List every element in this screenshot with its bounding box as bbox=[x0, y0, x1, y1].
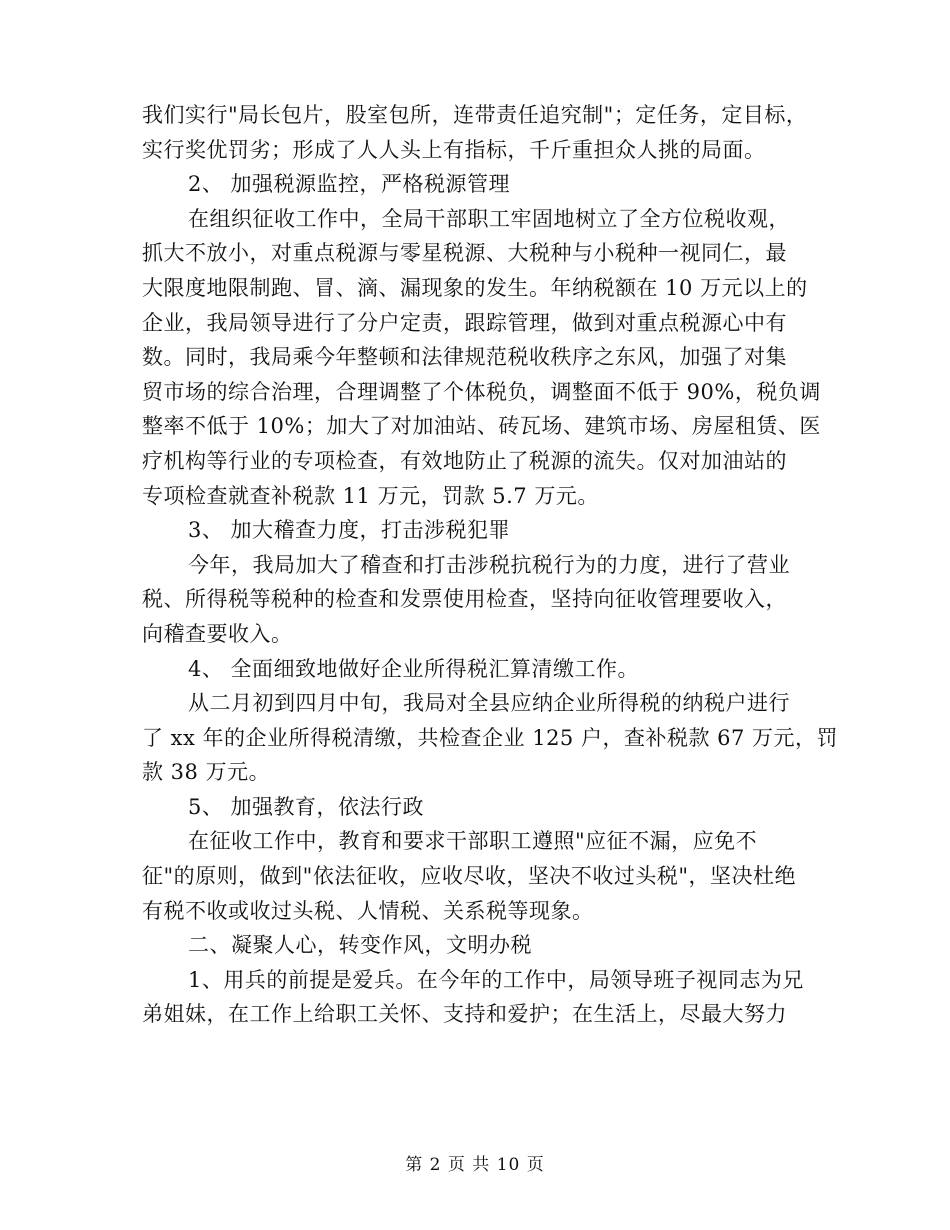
text-line: 企业，我局领导进行了分户定责，跟踪管理，做到对重点税源心中有 bbox=[142, 310, 787, 335]
text-line: 5、 加强教育，依法行政 bbox=[188, 794, 425, 819]
text-line: 整率不低于 10%；加大了对加油站、砖瓦场、建筑市场、房屋租赁、医 bbox=[142, 414, 821, 439]
text-line: 从二月初到四月中旬，我局对全县应纳企业所得税的纳税户进行 bbox=[188, 691, 790, 716]
text-line: 3、 加大稽查力度，打击涉税犯罪 bbox=[188, 518, 511, 543]
text-line: 我们实行"局长包片，股室包所，连带责任追究制"；定任务，定目标， bbox=[142, 103, 808, 127]
page-footer: 第 2 页 共 10 页 bbox=[405, 1155, 545, 1175]
text-line: 二、凝聚人心，转变作风，文明办税 bbox=[188, 933, 532, 958]
text-line: 征"的原则，做到"依法征收，应收尽收，坚决不收过头税"，坚决杜绝 bbox=[142, 864, 796, 889]
text-line: 向稽查要收入。 bbox=[142, 621, 293, 646]
text-line: 抓大不放小，对重点税源与零星税源、大税种与小税种一视同仁，最 bbox=[142, 241, 787, 266]
text-line: 款 38 万元。 bbox=[142, 760, 271, 785]
text-line: 实行奖优罚劣；形成了人人头上有指标，千斤重担众人挑的局面。 bbox=[142, 137, 766, 162]
text-line: 数。同时，我局乘今年整顿和法律规范税收秩序之东风，加强了对集 bbox=[142, 345, 787, 370]
text-line: 1、用兵的前提是爱兵。在今年的工作中，局领导班子视同志为兄 bbox=[188, 967, 804, 992]
text-line: 专项检查就查补税款 11 万元，罚款 5.7 万元。 bbox=[142, 483, 599, 508]
text-line: 今年，我局加大了稽查和打击涉税抗税行为的力度，进行了营业 bbox=[188, 552, 790, 577]
text-line: 在组织征收工作中，全局干部职工牢固地树立了全方位税收观， bbox=[188, 206, 790, 231]
text-line: 2、 加强税源监控，严格税源管理 bbox=[188, 172, 511, 197]
text-line: 有税不收或收过头税、人情税、关系税等现象。 bbox=[142, 898, 594, 923]
text-line: 税、所得税等税种的检查和发票使用检查，坚持向征收管理要收入， bbox=[142, 587, 787, 612]
text-line: 弟姐妹，在工作上给职工关怀、支持和爱护；在生活上，尽最大努力 bbox=[142, 1002, 787, 1027]
text-line: 在征收工作中，教育和要求干部职工遵照"应征不漏，应免不 bbox=[188, 829, 758, 854]
text-line: 疗机构等行业的专项检查，有效地防止了税源的流失。仅对加油站的 bbox=[142, 448, 787, 473]
text-line: 大限度地限制跑、冒、滴、漏现象的发生。年纳税额在 10 万元以上的 bbox=[142, 275, 808, 300]
text-line: 了 xx 年的企业所得税清缴，共检查企业 125 户，查补税款 67 万元，罚 bbox=[142, 725, 839, 750]
document-body bbox=[142, 98, 839, 1032]
text-line: 贸市场的综合治理，合理调整了个体税负，调整面不低于 90%，税负调 bbox=[142, 379, 821, 404]
text-line: 4、 全面细致地做好企业所得税汇算清缴工作。 bbox=[188, 656, 640, 681]
